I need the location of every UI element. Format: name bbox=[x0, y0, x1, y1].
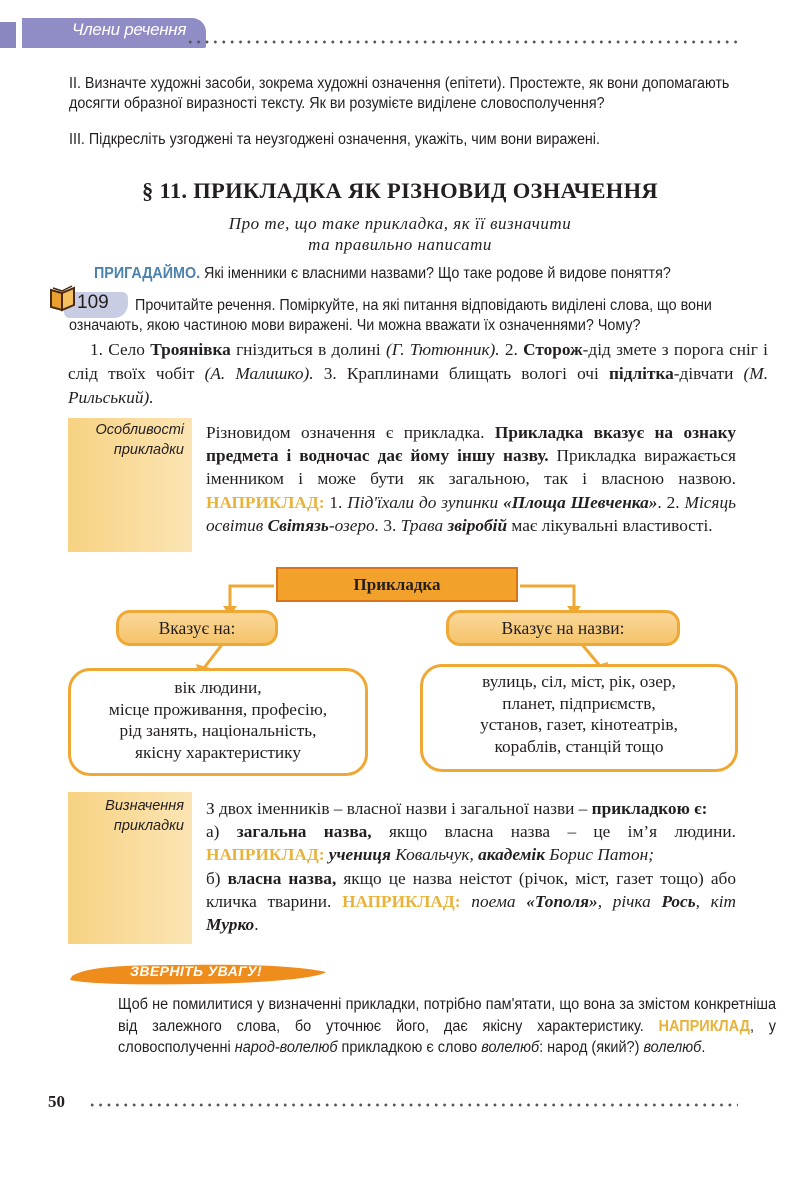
sentence-text: -дід змете з порога сніг і слід твоїх чобіт bbox=[68, 340, 768, 383]
features-label-line-2: прикладки bbox=[113, 442, 184, 458]
sentence-text: Краплинами блищать вологі очі bbox=[346, 364, 599, 383]
item-marker: б) bbox=[206, 868, 221, 888]
connector-root-left bbox=[230, 586, 274, 612]
sentence-number: 2. bbox=[504, 340, 518, 359]
note-text: , у словосполученні bbox=[118, 1017, 777, 1056]
attention-label: ЗВЕРНІТЬ УВАГУ! bbox=[130, 963, 263, 979]
rule-b-term: власна назва, bbox=[227, 868, 337, 888]
note-example: волелюб bbox=[643, 1039, 702, 1056]
subtitle-line-1: Про те, що таке прикладка, як її визначити bbox=[228, 214, 572, 233]
leaf-line: вік людини, bbox=[174, 678, 262, 697]
example-number: 3. bbox=[383, 515, 397, 535]
page-number: 50 bbox=[48, 1092, 65, 1111]
example-text: , річка bbox=[597, 891, 651, 911]
example-highlight: Світязь bbox=[267, 515, 329, 535]
example-text: має лікувальні властивості. bbox=[511, 515, 713, 535]
example-highlight: академік bbox=[478, 845, 545, 865]
example-text: Трава bbox=[400, 515, 444, 535]
sentence-author: (М. Рильський). bbox=[68, 364, 769, 407]
example-highlight: Рось bbox=[661, 891, 696, 911]
remember-text: Які іменники є власними назвами? Що таке родове й видове поняття? bbox=[204, 265, 671, 282]
leaf-line: рід занять, національність, bbox=[119, 721, 317, 740]
example-label: НАПРИКЛАД bbox=[658, 1017, 750, 1035]
exercise-instruction-text: Прочитайте речення. Поміркуйте, на які питання відповідають виділені слова, що вони означають, якою частиною мови виражені. Чи можна вважати їх означеннями? Чому? bbox=[69, 297, 712, 334]
example-text: Ковальчук, bbox=[395, 845, 474, 865]
example-highlight: «Площа Шевченка» bbox=[503, 492, 658, 512]
leaf-line: місце проживання, професію, bbox=[108, 699, 328, 719]
task-3 bbox=[69, 130, 774, 150]
definition-intro: З двох іменників – власної назви і загальної назви – bbox=[206, 799, 588, 818]
features-sentence: Прикладка виражається іменником і може бути як загальною, так і власною назвою. bbox=[206, 446, 736, 489]
example-highlight: Мурко bbox=[206, 915, 255, 935]
header-edge-tab bbox=[0, 22, 16, 48]
rule-a-term: загальна назва, bbox=[236, 822, 372, 842]
exercise-instruction bbox=[69, 296, 739, 336]
sentence-author: (Г. Тютюнник). bbox=[385, 340, 500, 359]
note-text: : народ (який?) bbox=[539, 1039, 640, 1056]
task-3-text: III. Підкресліть узгоджені та неузгоджені означення, укажіть, чим вони виражені. bbox=[69, 131, 600, 148]
features-text bbox=[206, 421, 736, 537]
leaf-line: вулиць, сіл, міст, рік, озер, bbox=[482, 672, 676, 691]
sentence-author: (А. Малишко). bbox=[204, 364, 314, 383]
task-2-text: II. Визначте художні засоби, зокрема художні означення (епітети). Простежте, як вони допомагають досягти образної виразності тексту. Як ви розумієте виділене словосполучення? bbox=[69, 75, 730, 112]
leaf-line: якісну характеристику bbox=[135, 742, 301, 762]
diagram-root-node: Прикладка bbox=[276, 567, 518, 602]
footer-dotted-rule bbox=[88, 1103, 738, 1107]
features-sentence: Різновидом означення є прикладка. bbox=[206, 423, 485, 442]
sentence-text: гніздиться в долині bbox=[236, 340, 381, 359]
leaf-line: кораблів, станцій тощо bbox=[494, 736, 664, 756]
example-label: НАПРИКЛАД: bbox=[206, 492, 325, 512]
punctuation: . bbox=[701, 1039, 706, 1056]
example-label: НАПРИКЛАД: bbox=[342, 891, 461, 911]
connector-root-right bbox=[520, 586, 574, 612]
example-label: НАПРИКЛАД: bbox=[206, 845, 325, 865]
example-text: Під'їхали до зупинки bbox=[347, 492, 499, 512]
subtitle-line-2: та правильно написати bbox=[308, 235, 492, 254]
exercise-number: 109 bbox=[77, 292, 109, 313]
features-label bbox=[68, 420, 184, 460]
example-highlight: учениця bbox=[328, 845, 391, 865]
example-number: . 2. bbox=[657, 492, 680, 512]
attention-note bbox=[118, 994, 776, 1059]
note-text: прикладкою є слово bbox=[341, 1039, 478, 1056]
section-title: Члени речення bbox=[72, 20, 187, 39]
diagram-right-branch: Вказує на назви: bbox=[446, 610, 680, 646]
diagram-left-leaf bbox=[68, 668, 368, 776]
exercise-sentences bbox=[68, 338, 768, 410]
definition-label-line-2: прикладки bbox=[113, 818, 184, 834]
note-example: волелюб bbox=[481, 1039, 540, 1056]
task-2 bbox=[69, 74, 774, 114]
diagram-right-leaf bbox=[420, 664, 738, 772]
definition-text bbox=[206, 797, 736, 936]
sentence-number: 1. bbox=[90, 340, 103, 359]
example-text: , кіт bbox=[695, 891, 737, 911]
header-dotted-rule bbox=[186, 40, 738, 44]
definition-label-line-1: Визначення bbox=[105, 798, 184, 814]
remember-label: ПРИГАДАЙМО. bbox=[94, 265, 201, 282]
paragraph-title: § 11. ПРИКЛАДКА ЯК РІЗНОВИД ОЗНАЧЕННЯ bbox=[142, 178, 658, 203]
definition-label bbox=[68, 796, 184, 836]
leaf-line: установ, газет, кінотеатрів, bbox=[480, 715, 678, 734]
features-key-statement: Прикладка вказує на ознаку предмета і водночас дає йому іншу назву. bbox=[206, 423, 736, 466]
definition-intro-bold: прикладкою є: bbox=[591, 799, 708, 818]
example-text: поема bbox=[471, 891, 516, 911]
item-marker: а) bbox=[206, 822, 220, 842]
sentence-number: 3. bbox=[323, 364, 337, 383]
example-number: 1. bbox=[329, 492, 343, 512]
example-highlight: звіробій bbox=[447, 515, 508, 535]
leaf-line: планет, підприємств, bbox=[502, 693, 656, 713]
highlighted-word: підлітка bbox=[608, 364, 674, 383]
rule-b-text: якщо це назва неістот (річок, міст, газет тощо) або кличка тварини. bbox=[206, 868, 736, 911]
remember-block bbox=[94, 264, 671, 284]
sentence-text: -дівчати bbox=[673, 364, 734, 383]
sentence-text: Село bbox=[108, 340, 145, 359]
punctuation: . bbox=[254, 915, 259, 935]
features-label-line-1: Особливості bbox=[95, 422, 184, 438]
paragraph-subtitle bbox=[0, 213, 800, 255]
rule-a-text: якщо власна назва – це ім’я людини. bbox=[388, 822, 736, 842]
example-text: -озеро. bbox=[328, 515, 380, 535]
example-highlight: «Тополя» bbox=[526, 891, 598, 911]
diagram-left-branch: Вказує на: bbox=[116, 610, 278, 646]
example-text: Борис Патон; bbox=[549, 845, 654, 865]
example-text: Місяць освітив bbox=[206, 492, 736, 535]
note-text: Щоб не помилитися у визначенні прикладки, потрібно пам'ятати, що вона за змістом конкретніша від залежного слова, бо уточнює його, дає якісну характеристику. bbox=[118, 996, 776, 1035]
note-example: народ-волелюб bbox=[234, 1039, 338, 1056]
highlighted-word: Троянівка bbox=[150, 340, 231, 359]
highlighted-word: Сторож bbox=[523, 340, 583, 359]
